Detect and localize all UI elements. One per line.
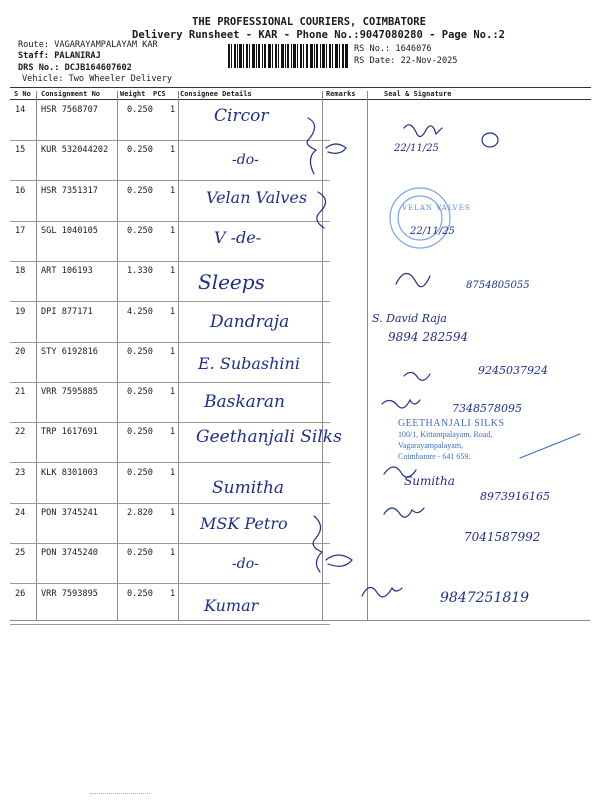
- consignee-handwriting: V -de-: [214, 228, 262, 247]
- cell-pcs: 1: [170, 508, 176, 518]
- circled-mark: [482, 133, 498, 147]
- signature-scribble: [396, 273, 430, 286]
- vehicle-label: Vehicle: Two Wheeler Delivery: [22, 74, 173, 84]
- cell-sno: 26: [15, 588, 26, 599]
- cell-sno: 15: [15, 145, 26, 156]
- cell-consignment: STY 6192816: [41, 346, 98, 357]
- cell-pcs: 1: [170, 105, 176, 115]
- cell-weight: 0.250: [127, 387, 153, 398]
- consignee-handwriting: -do-: [232, 152, 259, 168]
- cell-sno: 18: [15, 266, 26, 277]
- cell-sno: 17: [15, 225, 26, 236]
- cell-sno: 22: [15, 427, 26, 438]
- col-consignee: Consignee Details: [180, 90, 252, 98]
- geethanjali-stamp: [398, 418, 548, 462]
- cell-sno: 25: [15, 548, 26, 559]
- consignee-handwriting: Sleeps: [198, 270, 265, 294]
- cell-pcs: 1: [170, 588, 176, 599]
- company-title: THE PROFESSIONAL COURIERS, COIMBATORE: [192, 16, 426, 28]
- cell-sno: 14: [15, 105, 26, 115]
- cell-weight: 0.250: [127, 185, 153, 196]
- cell-pcs: 1: [170, 548, 176, 559]
- signature-scribble: [362, 587, 402, 596]
- consignee-handwriting: MSK Petro: [200, 514, 288, 533]
- cell-consignment: DPI 877171: [41, 306, 93, 317]
- cell-weight: 0.250: [127, 467, 153, 478]
- col-seal: Seal & Signature: [384, 90, 452, 98]
- header-top-rule: [10, 87, 591, 88]
- cell-pcs: 1: [170, 225, 176, 236]
- col-pcs: PCS: [153, 90, 166, 98]
- signature-scribble: [404, 372, 430, 380]
- cell-sno: 23: [15, 467, 26, 478]
- cell-pcs: 1: [170, 145, 176, 156]
- consignee-handwriting: Circor: [214, 106, 269, 126]
- cell-consignment: SGL 1040105: [41, 225, 98, 236]
- cell-consignment: VRR 7595885: [41, 387, 98, 398]
- cell-sno: 16: [15, 185, 26, 196]
- signature-scribble: [382, 400, 420, 408]
- sig-phone-r23: 8973916165: [480, 490, 550, 503]
- cell-weight: 0.250: [127, 346, 153, 357]
- col-remarks: Remarks: [326, 90, 356, 98]
- stamp-name: GEETHANJALI SILKS: [398, 418, 505, 429]
- cell-pcs: 1: [170, 346, 176, 357]
- cell-pcs: 1: [170, 306, 176, 317]
- cell-consignment: PON 3745240: [41, 548, 98, 559]
- cell-consignment: ART 106193: [41, 266, 93, 277]
- staff-label: Staff: PALANIRAJ: [18, 51, 101, 61]
- consignee-handwriting: Baskaran: [204, 392, 285, 412]
- cell-consignment: TRP 1617691: [41, 427, 98, 438]
- consignee-handwriting: Kumar: [204, 596, 259, 615]
- sig-phone-r26: 9847251819: [440, 590, 530, 606]
- sig-name-r19: S. David Raja: [372, 312, 447, 325]
- bottom-dots: [90, 793, 150, 797]
- cell-consignment: HSR 7351317: [41, 185, 98, 196]
- cell-weight: 0.250: [127, 225, 153, 236]
- consignee-handwriting: Geethanjali Silks: [196, 427, 342, 447]
- row-divider: [10, 624, 330, 625]
- consignee-handwriting: E. Subashini: [198, 354, 300, 373]
- consignee-handwriting: Velan Valves: [206, 188, 308, 207]
- stamp-address-2: Vagarayampalayam,: [398, 441, 464, 450]
- cell-weight: 0.250: [127, 427, 153, 438]
- stamp-address-3: Coimbatore - 641 659.: [398, 452, 471, 461]
- cell-pcs: 1: [170, 266, 176, 277]
- cell-pcs: 1: [170, 427, 176, 438]
- cell-sno: 19: [15, 306, 26, 317]
- sig-date-r16: 22/11/25: [410, 226, 455, 237]
- drs-number: DRS No.: DCJB164607602: [18, 63, 132, 73]
- cell-weight: 0.250: [127, 588, 153, 599]
- cell-consignment: PON 3745241: [41, 508, 98, 518]
- route-label: Route: VAGARAYAMPALAYAM KAR: [18, 40, 158, 50]
- cell-weight: 4.250: [127, 306, 153, 317]
- sig-phone-r19: 9894 282594: [388, 330, 469, 344]
- cell-consignment: HSR 7568707: [41, 105, 98, 115]
- col-weight: Weight: [120, 90, 146, 98]
- cell-pcs: 1: [170, 185, 176, 196]
- barcode-image: [228, 44, 348, 68]
- sig-phone-r24: 7041587992: [464, 530, 541, 544]
- cell-consignment: VRR 7593895: [41, 588, 98, 599]
- signature-scribble: [404, 125, 442, 137]
- cell-consignment: KUR 532044202: [41, 145, 109, 156]
- cell-sno: 24: [15, 508, 26, 518]
- cell-sno: 21: [15, 387, 26, 398]
- col-sno: S No: [14, 90, 31, 98]
- cell-weight: 1.330: [127, 266, 153, 277]
- sig-name-r23: Sumitha: [404, 474, 455, 488]
- sig-phone-r20: 9245037924: [478, 364, 548, 377]
- consignee-handwriting: -do-: [232, 556, 259, 572]
- table-bottom-rule: [10, 620, 590, 621]
- rs-date: RS Date: 22-Nov-2025: [354, 56, 458, 66]
- sig-phone-r21: 7348578095: [452, 402, 522, 415]
- sig-date-r14: 22/11/25: [394, 143, 439, 154]
- stamp-velan: VELAN VALVES: [402, 204, 471, 212]
- cell-weight: 0.250: [127, 145, 153, 156]
- cell-weight: 2.820: [127, 508, 153, 518]
- consignee-handwriting: Sumitha: [212, 478, 285, 498]
- signature-scribble: [384, 508, 424, 517]
- velan-stamp: [390, 188, 450, 248]
- cell-sno: 20: [15, 346, 26, 357]
- runsheet-subtitle: Delivery Runsheet - KAR - Phone No.:9047080280 - Page No.:2: [132, 29, 505, 41]
- cell-consignment: KLK 8301003: [41, 467, 98, 478]
- cell-pcs: 1: [170, 387, 176, 398]
- cell-pcs: 1: [170, 467, 176, 478]
- cell-weight: 0.250: [127, 105, 153, 115]
- consignee-handwriting: Dandraja: [210, 312, 290, 332]
- rs-number: RS No.: 1646076: [354, 44, 432, 54]
- cell-weight: 0.250: [127, 548, 153, 559]
- sig-phone-r18: 8754805055: [466, 280, 530, 291]
- stamp-address-1: 100/1, Kittampalayam. Road,: [398, 430, 493, 439]
- col-consignment: Consignment No: [41, 90, 101, 98]
